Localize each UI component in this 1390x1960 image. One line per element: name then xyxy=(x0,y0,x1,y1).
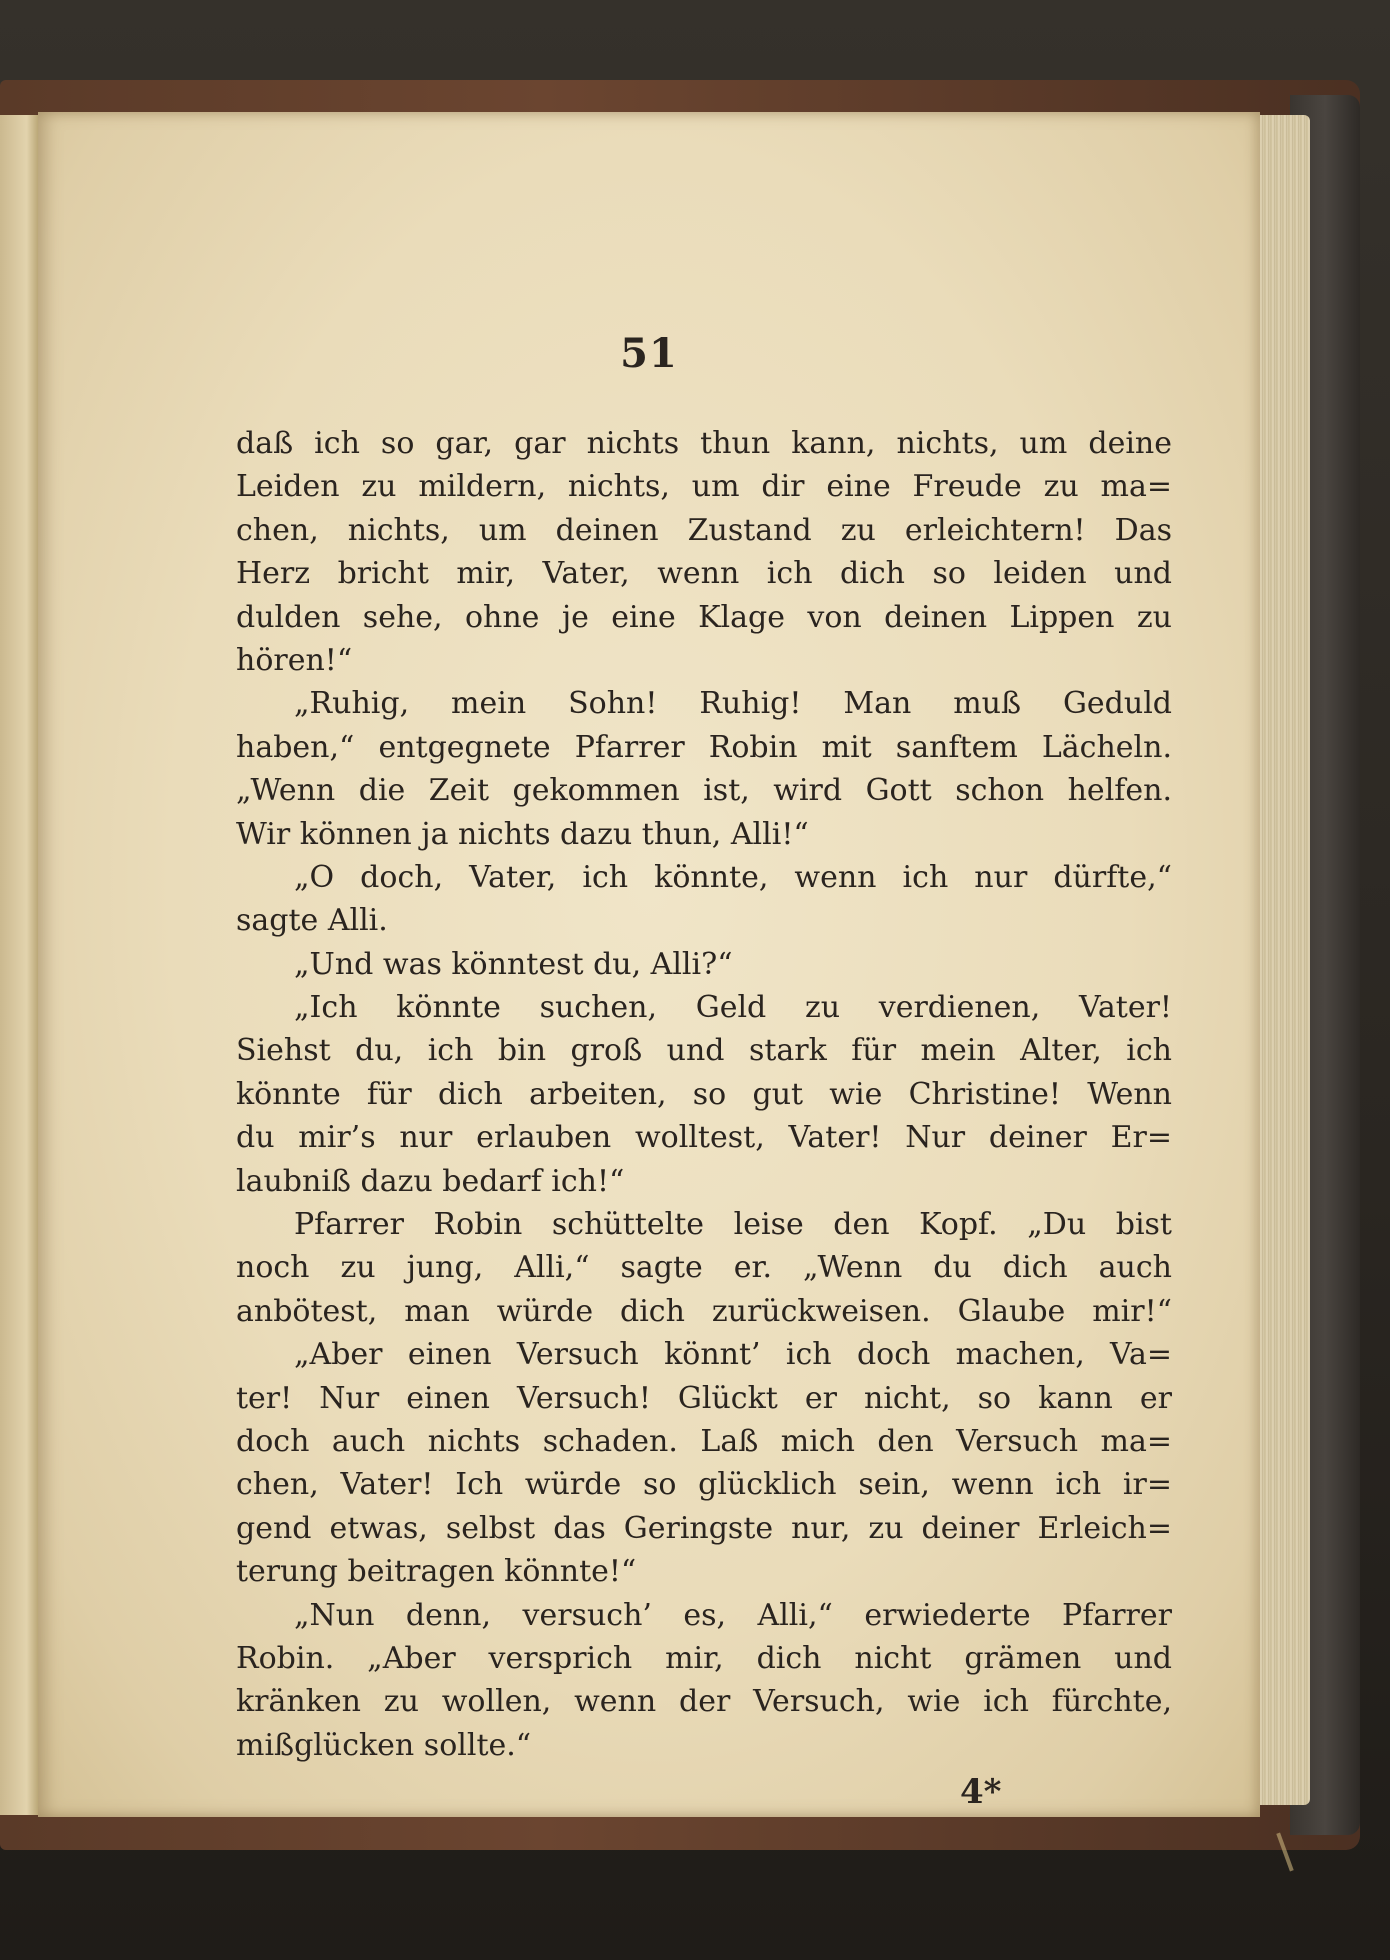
text-line: chen, nichts, um deinen Zustand zu erleichtern! Das xyxy=(236,512,1172,548)
text-line: daß ich so gar, gar nichts thun kann, nichts, um deine xyxy=(236,426,1172,461)
text-line: Siehst du, ich bin groß und stark für mein Alter, ich xyxy=(236,1033,1172,1069)
text-line: laubniß dazu bedarf ich!“ xyxy=(236,1163,625,1199)
text-line: Robin. „Aber versprich mir, dich nicht grämen und xyxy=(236,1640,1172,1676)
text-line: du mir’s nur erlauben wolltest, Vater! Nur deiner Er= xyxy=(236,1120,1172,1156)
text-line: „Und was könntest du, Alli?“ xyxy=(294,946,733,982)
text-line: anbötest, man würde dich zurückweisen. Glaube mir!“ xyxy=(236,1293,1172,1329)
book-page xyxy=(38,112,1260,1817)
text-line: könnte für dich arbeiten, so gut wie Christine! Wenn xyxy=(236,1076,1172,1112)
text-line: terung beitragen könnte!“ xyxy=(236,1554,637,1590)
text-line: chen, Vater! Ich würde so glücklich sein, wenn ich ir= xyxy=(236,1467,1172,1503)
text-line: gend etwas, selbst das Geringste nur, zu deiner Erleich= xyxy=(236,1510,1172,1546)
printer-signature: 4* xyxy=(960,1772,1002,1812)
text-line: Leiden zu mildern, nichts, um dir eine Freude zu ma= xyxy=(236,469,1172,505)
text-line: hören!“ xyxy=(236,642,353,678)
facing-page-edge xyxy=(0,115,38,1815)
text-line: „Aber einen Versuch könnt’ ich doch machen, Va= xyxy=(294,1337,1172,1373)
text-line: doch auch nichts schaden. Laß mich den Versuch ma= xyxy=(236,1423,1172,1459)
text-line: dulden sehe, ohne je eine Klage von deinen Lippen zu xyxy=(236,599,1172,635)
text-line: Wir können ja nichts dazu thun, Alli!“ xyxy=(236,816,809,852)
text-line: „O doch, Vater, ich könnte, wenn ich nur dürfte,“ xyxy=(294,859,1172,895)
text-line: „Wenn die Zeit gekommen ist, wird Gott schon helfen. xyxy=(236,773,1172,809)
text-line: „Nun denn, versuch’ es, Alli,“ erwiederte Pfarrer xyxy=(294,1597,1172,1633)
text-line: „Ruhig, mein Sohn! Ruhig! Man muß Geduld xyxy=(294,686,1172,722)
text-line: sagte Alli. xyxy=(236,903,388,939)
text-line: noch zu jung, Alli,“ sagte er. „Wenn du dich auch xyxy=(236,1250,1172,1286)
text-line: ter! Nur einen Versuch! Glückt er nicht, so kann er xyxy=(236,1380,1172,1416)
text-line: kränken zu wollen, wenn der Versuch, wie ich fürchte, xyxy=(236,1684,1172,1720)
text-line: „Ich könnte suchen, Geld zu verdienen, Vater! xyxy=(294,990,1172,1026)
text-line: Pfarrer Robin schüttelte leise den Kopf. „Du bist xyxy=(294,1207,1172,1243)
body-text xyxy=(236,422,1172,1767)
text-line: Herz bricht mir, Vater, wenn ich dich so leiden und xyxy=(236,556,1172,592)
page-number: 51 xyxy=(620,330,678,377)
text-line: mißglücken sollte.“ xyxy=(236,1727,532,1763)
text-line: haben,“ entgegnete Pfarrer Robin mit sanftem Lächeln. xyxy=(236,729,1172,765)
